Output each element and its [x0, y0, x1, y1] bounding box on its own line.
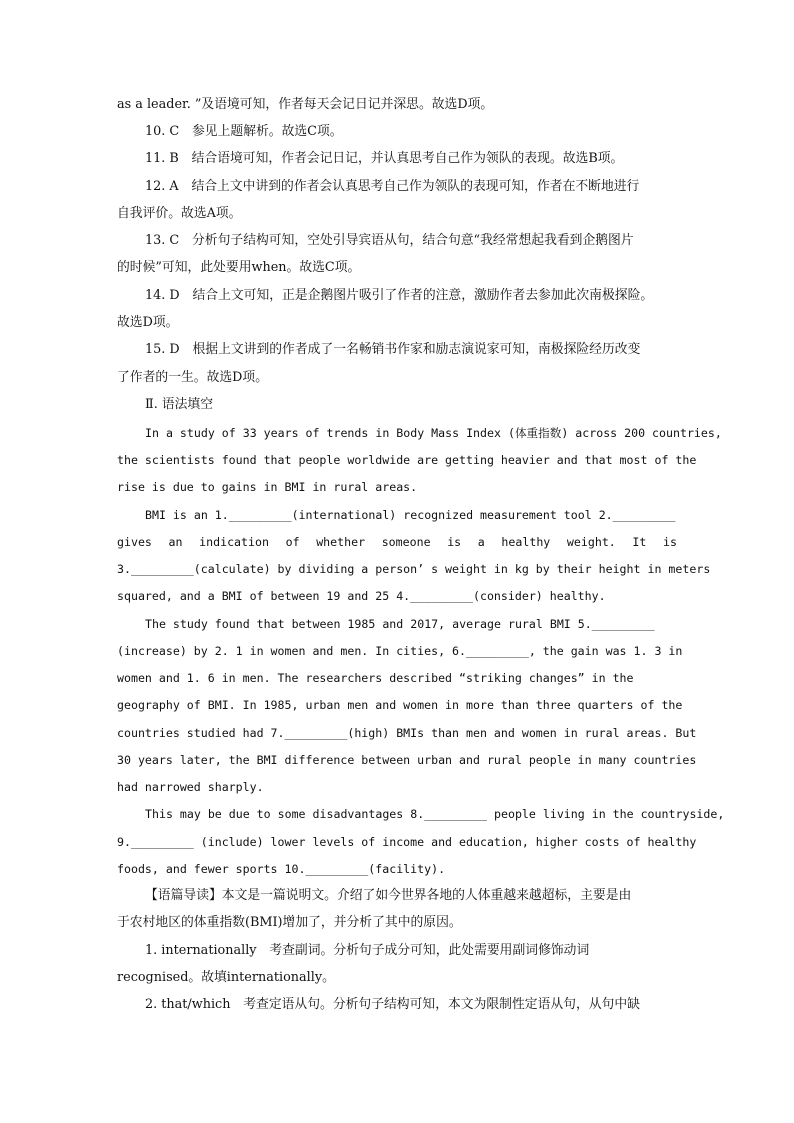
- text-line: 的时候”可知，此处要用when。故选C项。: [117, 260, 361, 275]
- passage-line: foods, and fewer sports 10._________(facility).: [117, 862, 446, 876]
- passage-line: women and 1. 6 in men. The researchers described “striking changes” in the: [117, 671, 634, 685]
- passage-line: gives an indication of whether someone is a healthy weight. It is: [117, 535, 677, 549]
- text-line: 2. that/which 考查定语从句。分析句子结构可知，本文为限制性定语从句，从句中缺: [145, 997, 640, 1012]
- text-line: 了作者的一生。故选D项。: [117, 370, 269, 385]
- passage-line: In a study of 33 years of trends in Body Mass Index (体重指数) across 200 countries,: [145, 426, 722, 440]
- text-line: 自我评价。故选A项。: [117, 206, 242, 221]
- text-line: 13. C 分析句子结构可知，空处引导宾语从句，结合句意“我经常想起我看到企鹅图片: [145, 233, 634, 248]
- text-line: 1. internationally 考查副词。分析句子成分可知，此处需要用副词修饰动词: [145, 943, 590, 958]
- text-line: 11. B 结合语境可知，作者会记日记，并认真思考自己作为领队的表现。故选B项。: [145, 151, 624, 166]
- text-line: 15. D 根据上文讲到的作者成了一名畅销书作家和励志演说家可知，南极探险经历改变: [145, 342, 641, 357]
- passage-line: 9._________ (include) lower levels of income and education, higher costs of healthy: [117, 835, 697, 849]
- text-line: 于农村地区的体重指数(BMI)增加了，并分析了其中的原因。: [117, 915, 462, 930]
- section-heading: Ⅱ. 语法填空: [145, 397, 214, 412]
- passage-line: 30 years later, the BMI difference between urban and rural people in many countries: [117, 753, 697, 767]
- text-line: recognised。故填internationally。: [117, 970, 335, 985]
- passage-line: rise is due to gains in BMI in rural areas.: [117, 480, 418, 494]
- passage-line: had narrowed sharply.: [117, 780, 264, 794]
- passage-line: BMI is an 1._________(international) recognized measurement tool 2._________: [145, 508, 676, 522]
- text-line: as a leader. ”及语境可知，作者每天会记日记并深思。故选D项。: [117, 97, 494, 112]
- text-line: 14. D 结合上文可知，正是企鹅图片吸引了作者的注意，激励作者去参加此次南极探险。: [145, 288, 654, 303]
- text-line: 故选D项。: [117, 315, 179, 330]
- passage-line: (increase) by 2. 1 in women and men. In cities, 6._________, the gain was 1. 3 in: [117, 644, 683, 658]
- passage-line: The study found that between 1985 and 2017, average rural BMI 5._________: [145, 617, 655, 631]
- text-line: 12. A 结合上文中讲到的作者会认真思考自己作为领队的表现可知，作者在不断地进行: [145, 179, 640, 194]
- passage-line: geography of BMI. In 1985, urban men and women in more than three quarters of the: [117, 698, 683, 712]
- passage-line: 3._________(calculate) by dividing a person’ s weight in kg by their height in meters: [117, 562, 711, 576]
- passage-line: This may be due to some disadvantages 8._________ people living in the countryside,: [145, 807, 725, 821]
- passage-line: squared, and a BMI of between 19 and 25 4._________(consider) healthy.: [117, 589, 606, 603]
- passage-line: the scientists found that people worldwide are getting heavier and that most of the: [117, 453, 697, 467]
- text-line: 【语篇导读】本文是一篇说明文。介绍了如今世界各地的人体重越来越超标，主要是由: [145, 888, 632, 903]
- text-line: 10. C 参见上题解析。故选C项。: [145, 124, 343, 139]
- passage-line: countries studied had 7._________(high) BMIs than men and women in rural areas. But: [117, 726, 697, 740]
